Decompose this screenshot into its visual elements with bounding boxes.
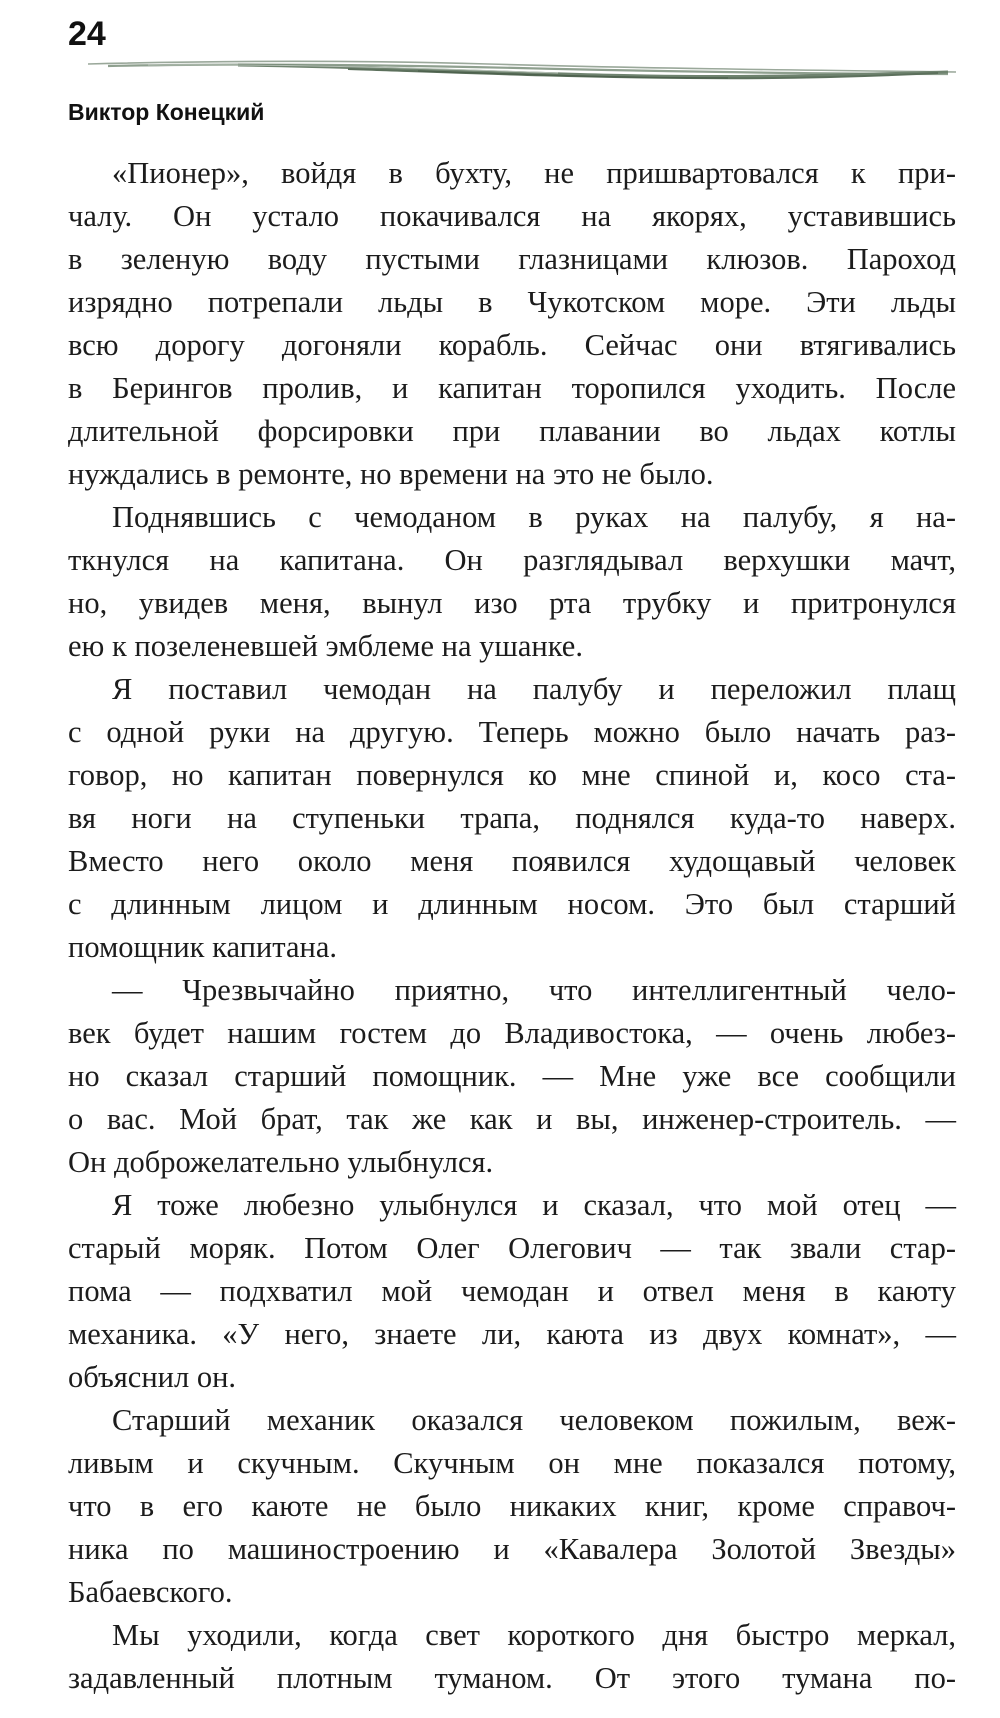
text-line: в зеленую воду пустыми глазницами клюзов. Пароход	[68, 242, 956, 276]
text-line: век будет нашим гостем до Владивостока, — очень любез-	[68, 1016, 956, 1050]
text-line: но, увидев меня, вынул изо рта трубку и притронулся	[68, 586, 956, 620]
text-line: Вместо него около меня появился худощавый человек	[68, 844, 956, 878]
text-line: нуждались в ремонте, но времени на это не было.	[68, 457, 714, 491]
paragraph	[68, 969, 956, 1184]
text-line: с длинным лицом и длинным носом. Это был старший	[68, 887, 956, 921]
running-head-author: Виктор Конецкий	[68, 99, 265, 125]
text-line: — Чрезвычайно приятно, что интеллигентный чело-	[112, 973, 956, 1007]
text-line: старый моряк. Потом Олег Олегович — так звали стар-	[68, 1231, 956, 1265]
text-line: Я тоже любезно улыбнулся и сказал, что мой отец —	[112, 1188, 956, 1222]
text-line: с одной руки на другую. Теперь можно было начать раз-	[68, 715, 956, 749]
paragraph	[68, 1184, 956, 1399]
text-line: объяснил он.	[68, 1360, 237, 1394]
text-line: ткнулся на капитана. Он разглядывал верхушки мачт,	[68, 543, 956, 577]
text-line: ника по машиностроению и «Кавалера Золотой Звезды»	[68, 1532, 956, 1566]
text-line: длительной форсировки при плавании во льдах котлы	[68, 414, 956, 448]
decorative-rule	[88, 52, 956, 88]
text-line: но сказал старший помощник. — Мне уже все сообщили	[68, 1059, 956, 1093]
text-line: всю дорогу догоняли корабль. Сейчас они втягивались	[68, 328, 956, 362]
text-line: «Пионер», войдя в бухту, не пришвартовался к при-	[112, 156, 956, 190]
text-line: механика. «У него, знаете ли, каюта из двух комнат», —	[68, 1317, 956, 1351]
text-line: Мы уходили, когда свет короткого дня быстро меркал,	[112, 1618, 956, 1652]
paragraph	[68, 1399, 956, 1614]
text-line: Бабаевского.	[68, 1575, 233, 1609]
text-line: ливым и скучным. Скучным он мне показался потому,	[68, 1446, 956, 1480]
text-line: вя ноги на ступеньки трапа, поднялся куда-то наверх.	[68, 801, 956, 835]
text-line: Я поставил чемодан на палубу и переложил плащ	[112, 672, 956, 706]
text-line: пома — подхватил мой чемодан и отвел меня в каюту	[68, 1274, 956, 1308]
text-line: чалу. Он устало покачивался на якорях, уставившись	[68, 199, 956, 233]
page-number: 24	[68, 15, 106, 53]
text-line: Старший механик оказался человеком пожилым, веж-	[112, 1403, 956, 1437]
paragraph	[68, 496, 956, 668]
body-text	[68, 152, 956, 1700]
paragraph	[68, 1614, 956, 1700]
text-line: ею к позеленевшей эмблеме на ушанке.	[68, 629, 583, 663]
text-line: помощник капитана.	[68, 930, 337, 964]
text-line: Поднявшись с чемоданом в руках на палубу, я на-	[112, 500, 956, 534]
paragraph	[68, 152, 956, 496]
text-line: Он доброжелательно улыбнулся.	[68, 1145, 494, 1179]
text-line: говор, но капитан повернулся ко мне спиной и, косо ста-	[68, 758, 956, 792]
text-line: в Берингов пролив, и капитан торопился уходить. После	[68, 371, 956, 405]
text-line: что в его каюте не было никаких книг, кроме справоч-	[68, 1489, 956, 1523]
text-line: задавленный плотным туманом. От этого тумана по-	[68, 1661, 956, 1695]
paragraph	[68, 668, 956, 969]
text-line: изрядно потрепали льды в Чукотском море. Эти льды	[68, 285, 956, 319]
text-line: о вас. Мой брат, так же как и вы, инженер-строитель. —	[68, 1102, 956, 1136]
